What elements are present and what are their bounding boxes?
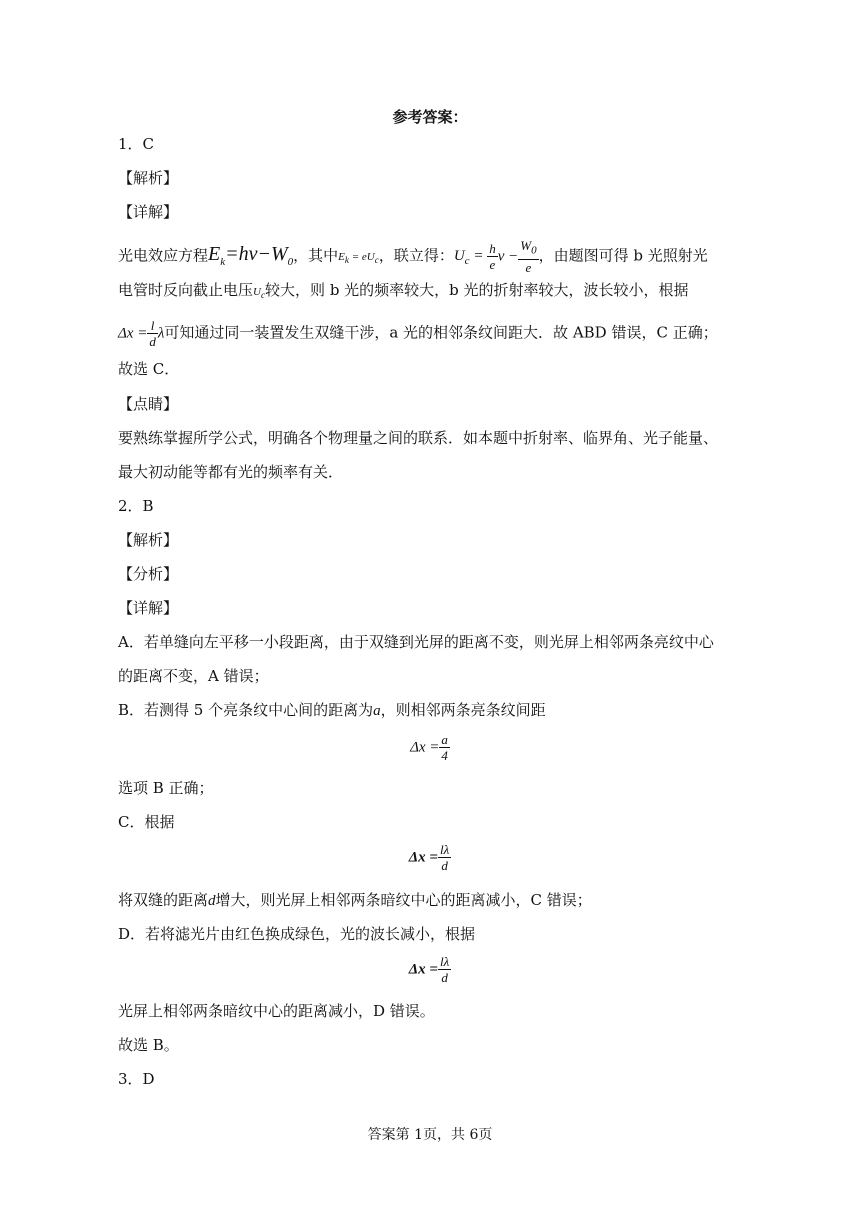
q1-line1-text-d: ，由题图可得 b 光照射光 [538,246,708,265]
q1-line4: 故选 C． [118,360,180,378]
q2-number: 2．B [118,497,154,515]
q2-xiangjie-heading: 【详解】 [118,599,179,617]
fraction-l-over-d: $\frac{l}{d}$ [149,318,156,349]
q2-option-b-line1: B．若测得 5 个亮条纹中心间的距离为a，则相邻两条亮条纹间距 [118,701,546,719]
equation-dx-a-over-4: Δx = $\frac{a}{4}$ [410,732,448,763]
symbol-lambda: λ [157,325,165,342]
q2-option-d-line1: D．若将滤光片由红色换成绿色，光的波长减小，根据 [118,925,476,943]
equation-ek: $E_k = eU_c$ [338,251,379,266]
q2-fenxi-heading: 【分析】 [118,565,179,583]
q1-jiexi-heading: 【解析】 [118,169,179,187]
q1-dianjing-heading: 【点睛】 [118,395,179,413]
fraction-w0-over-e: $\frac{W_0}{e}$ [520,238,537,275]
q1-line1-text-b: ，其中 [293,246,339,265]
q3-number: 3．D [118,1070,155,1088]
q2-option-d-line2: 光屏上相邻两条暗纹中心的距离减小，D 错误。 [118,1002,435,1020]
q2-line-conclusion: 故选 B。 [118,1036,179,1054]
fraction-h-over-e: $\frac{h}{e}$ [489,240,496,272]
q1-line1-text-a: 光电效应方程 [118,246,209,265]
symbol-uc: $U_c$ [253,286,266,301]
q2-option-c-line2: 将双缝的距离d增大，则光屏上相邻两条暗纹中心的距离减小，C 错误； [118,891,592,909]
q1-line5: 要熟练掌握所学公式，明确各个物理量之间的联系．如本题中折射率、临界角、光子能量、 [118,429,719,447]
q1-line6: 最大初动能等都有光的频率有关． [118,463,344,481]
q1-xiangjie-heading: 【详解】 [118,203,179,221]
q1-number: 1．C [118,135,155,153]
q1-line1 [118,238,708,275]
equation-photoelectric: $E_k=h\nu-W_0$ [208,243,294,269]
equation-nu: ν − [497,248,519,265]
q2-option-a-line2: 的距离不变，A 错误； [118,667,269,685]
equation-uc: $U_c$ = [453,248,488,268]
page-title: 参考答案： [392,108,468,126]
page-footer: 答案第 1页，共 6页 [367,1127,493,1143]
q1-line3: Δx = $\frac{l}{d}$ λ可知通过同一装置发生双缝干涉，a 光的相邻条纹间距大．故 ABD 错误，C 正确； [118,318,718,349]
q2-option-a-line1: A．若单缝向左平移一小段距离，由于双缝到光屏的距离不变，则光屏上相邻两条亮纹中心 [118,633,714,651]
equation-dx-c: Δx = $\frac{l\lambda}{d}$ [408,842,450,873]
q2-jiexi-heading: 【解析】 [118,531,179,549]
q2-option-c-line1: C．根据 [118,813,175,831]
q1-line1-text-c: ，联立得： [378,246,454,265]
q1-line2: 电管时反向截止电压$U_c$较大，则 b 光的频率较大，b 光的折射率较大，波长较小，根据 [118,281,689,301]
q2-option-b-line2: 选项 B 正确； [118,779,214,797]
equation-dx-lhs: Δx = [118,325,148,342]
equation-dx-d: Δx = $\frac{l\lambda}{d}$ [408,954,450,985]
